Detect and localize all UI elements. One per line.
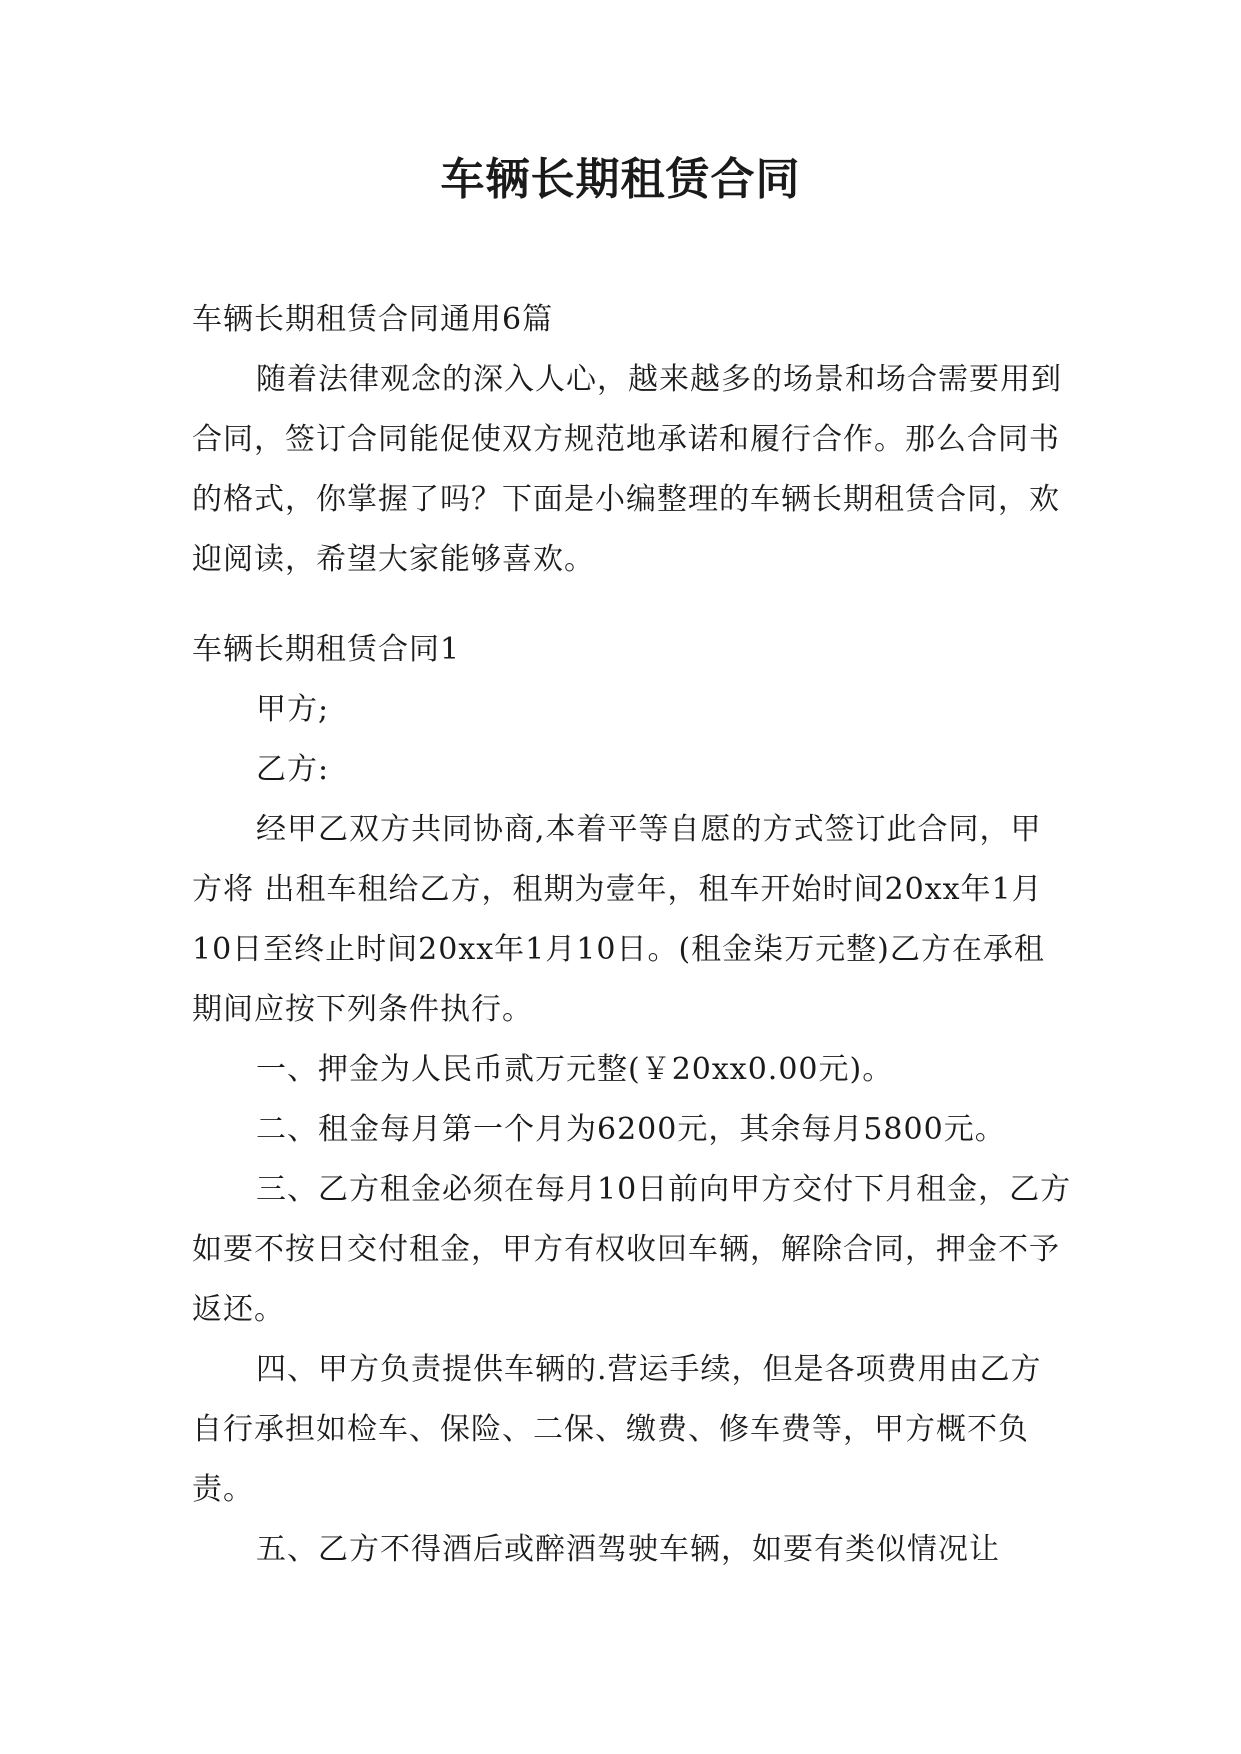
contract-clause-3: 三、乙方租金必须在每月10日前向甲方交付下月租金，乙方如要不按日交付租金，甲方有权收回车辆，解除合同，押金不予返还。	[192, 1172, 1072, 1327]
contract-clause-2: 二、租金每月第一个月为6200元，其余每月5800元。	[256, 1112, 1006, 1147]
document-subtitle: 车辆长期租赁合同通用6篇	[192, 302, 554, 337]
intro-paragraph: 随着法律观念的深入人心，越来越多的场景和场合需要用到合同，签订合同能促使双方规范地承诺和履行合作。那么合同书的格式，你掌握了吗？下面是小编整理的车辆长期租赁合同，欢迎阅读，希望大家能够喜欢。	[192, 362, 1062, 577]
party-a-line: 甲方;	[256, 692, 330, 727]
document-title: 车辆长期租赁合同	[440, 154, 801, 205]
contract-clause-4: 四、甲方负责提供车辆的.营运手续，但是各项费用由乙方自行承担如检车、保险、二保、缴费、修车费等，甲方概不负责。	[192, 1352, 1042, 1507]
section-heading: 车辆长期租赁合同1	[192, 632, 461, 667]
document-body	[192, 290, 1072, 1580]
contract-paragraph: 经甲乙双方共同协商,本着平等自愿的方式签订此合同，甲方将 出租车租给乙方，租期为壹年，租车开始时间20xx年1月10日至终止时间20xx年1月10日。(租金柒万元整)乙方在承租期间应按下列条件执行。	[192, 812, 1045, 1027]
contract-clause-1: 一、押金为人民币贰万元整(￥20xx0.00元)。	[256, 1052, 894, 1087]
contract-clause-5: 五、乙方不得酒后或醉酒驾驶车辆，如要有类似情况让	[256, 1532, 1000, 1567]
party-b-line: 乙方:	[256, 752, 330, 787]
